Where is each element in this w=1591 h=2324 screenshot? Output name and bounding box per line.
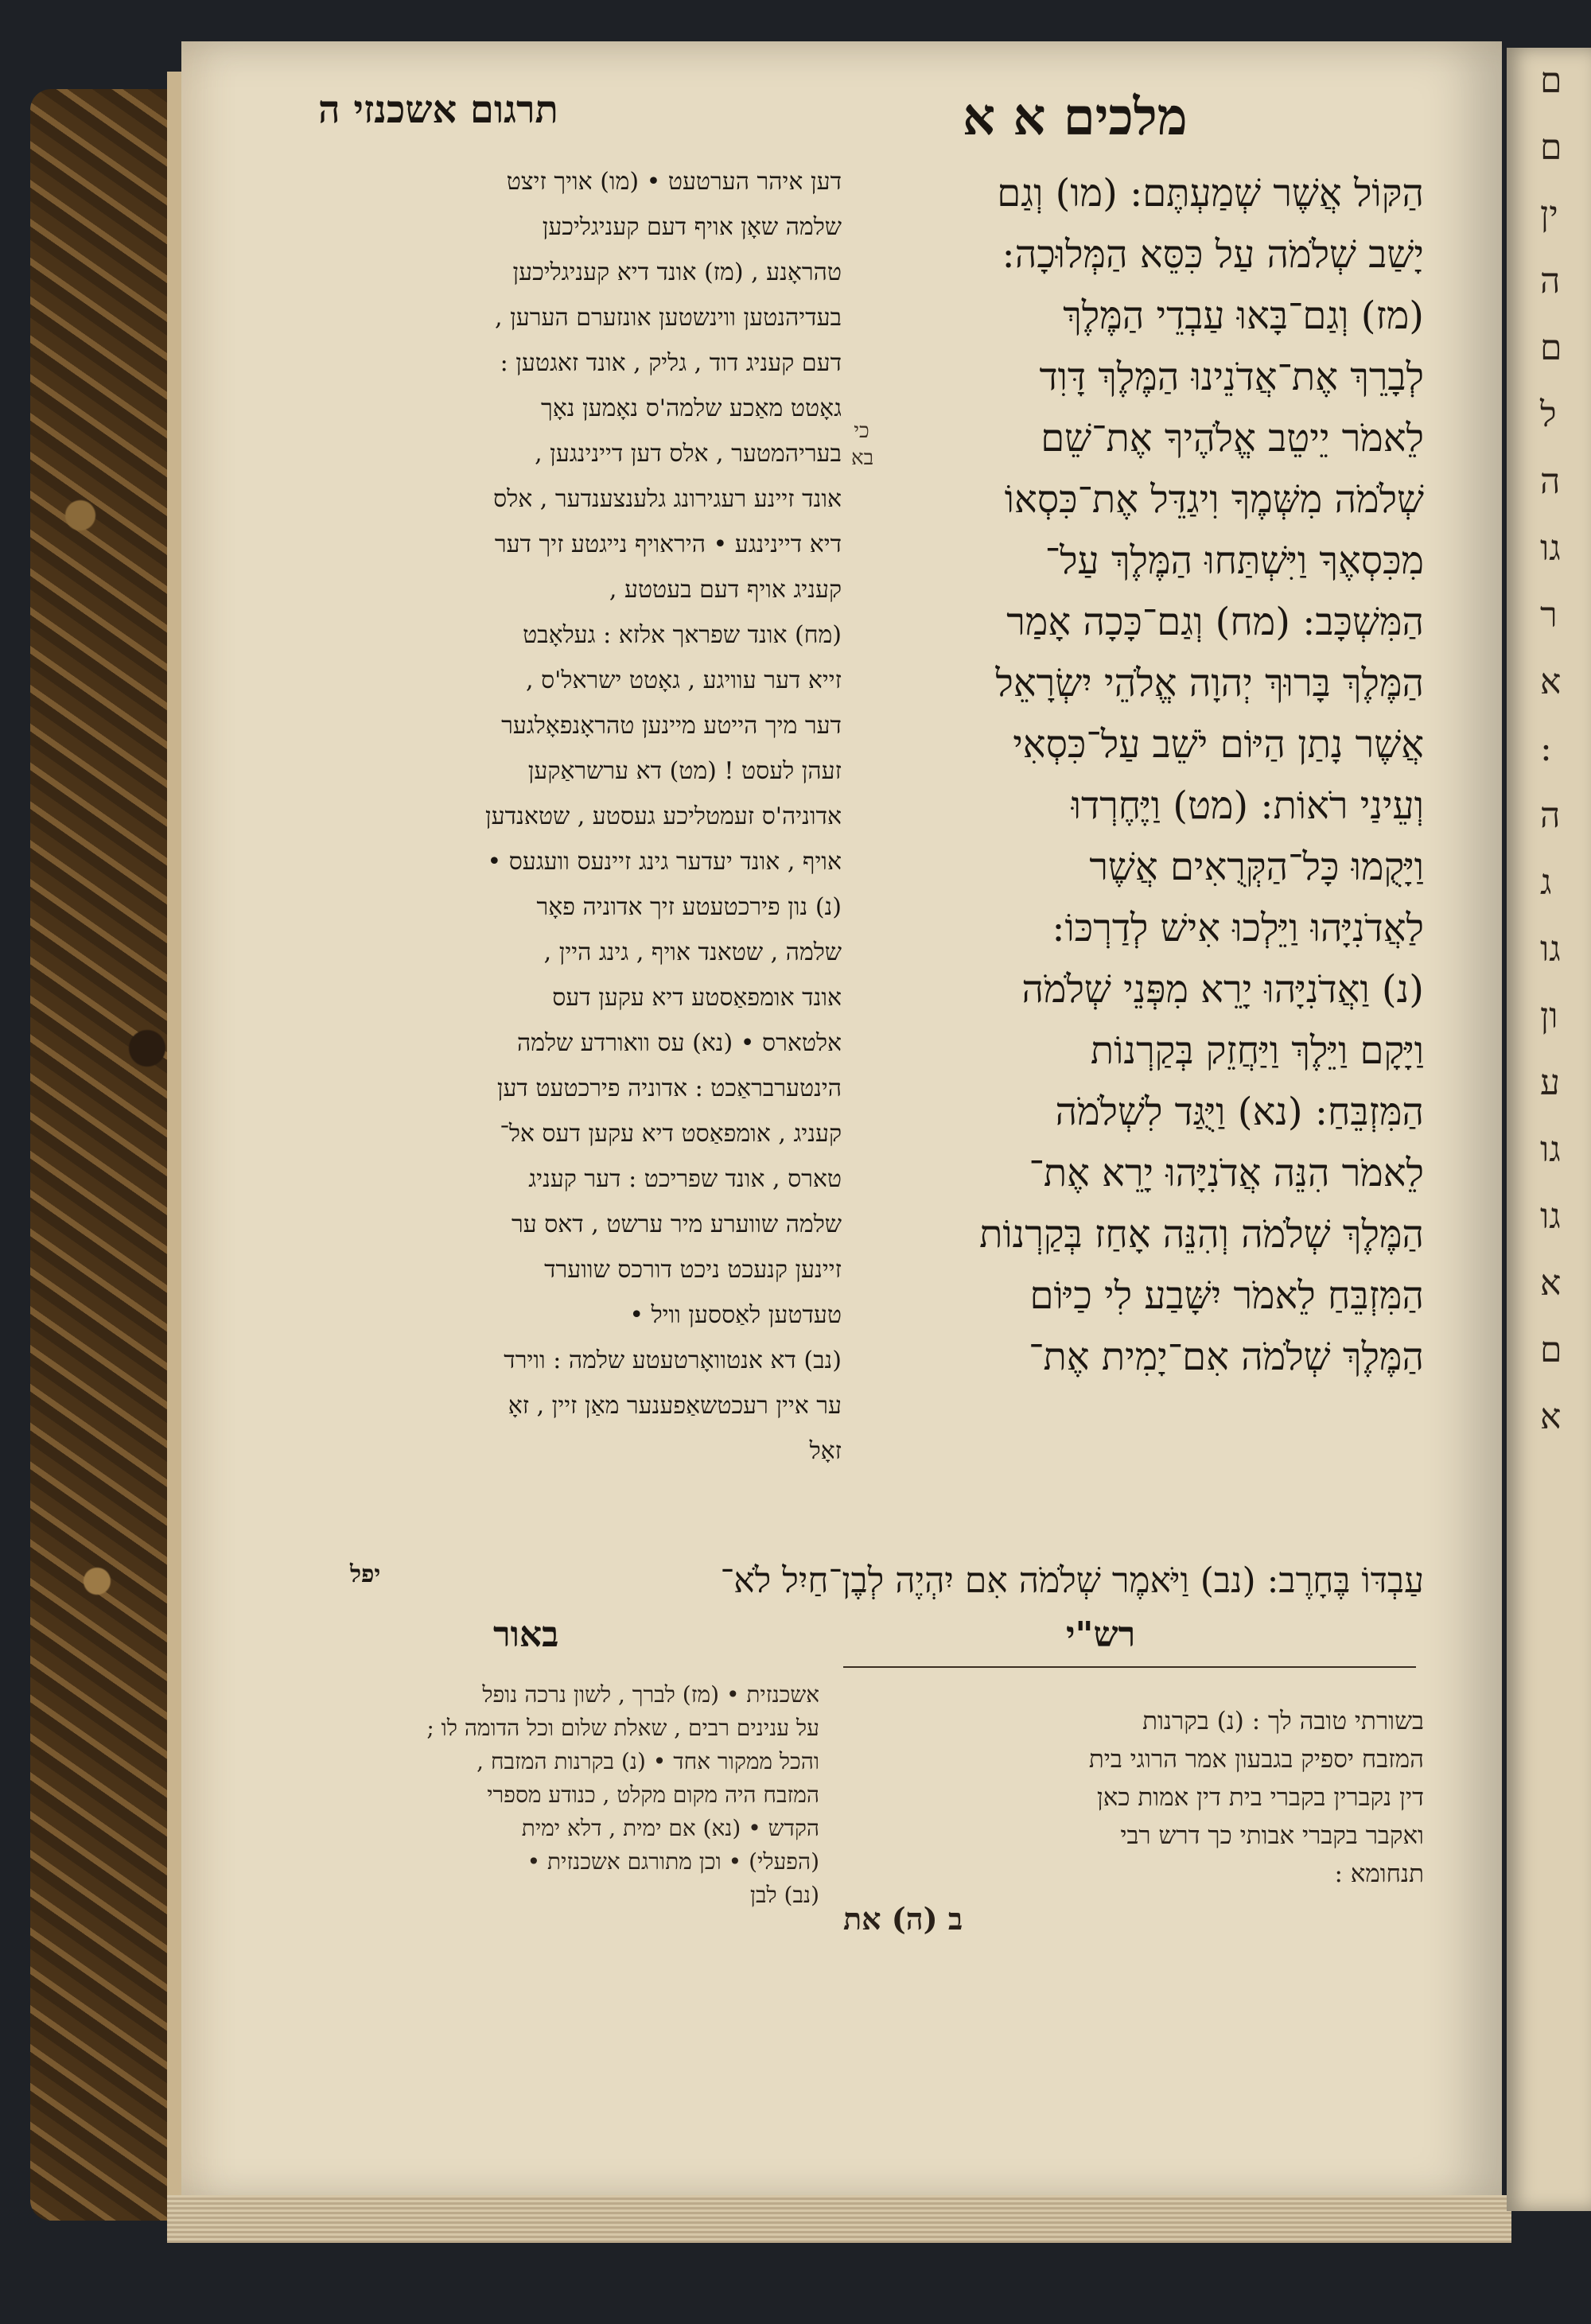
yiddish-line: ער איין רעכטשאַפענער מאַן זיין , זאָ [508, 1392, 842, 1420]
yiddish-translation-column [237, 159, 842, 1474]
yiddish-end-word: יפל [350, 1560, 381, 1588]
hebrew-line: וְעֵינַי רֹאוֹת: (מט) וַיֶּחֶרְדוּ [1071, 783, 1424, 828]
yiddish-line: זייא דער עוויגע , גאָטט ישראל'ס , [526, 666, 842, 694]
yiddish-line: טהראָנע , (מז) אונד דיא קעניגליכען [512, 258, 842, 286]
rashi-commentary [843, 1702, 1424, 1893]
rashi-line: המזבח יספיק בגבעון אמר הרוגי בית [1088, 1745, 1424, 1774]
facing-page-char: ם [1540, 1330, 1562, 1370]
hebrew-line: הַמִּשְׁכָּב: (מח) וְגַם־כָּכָה אָמַר [1006, 600, 1424, 644]
hebrew-line: לֵאמֹר יֵיטֵב אֱלֹהֶיךָ אֶת־שֵׁם [1041, 416, 1424, 461]
hebrew-line: לַאֲדֹנִיָּהוּ וַיֵּלְכוּ אִישׁ לְדַרְכּוֹ: [1052, 906, 1424, 950]
hebrew-line: (מז) וְגַם־בָּאוּ עַבְדֵי הַמֶּלֶךְ [1063, 293, 1424, 338]
rashi-line: דין נקברין בקברי בית דין אמות כאן [1096, 1783, 1424, 1812]
running-head-translation: תרגום אשכנזי ה [318, 87, 558, 132]
yiddish-line: דער מיך הייטע מיינען טהראָנפאָלגער [501, 712, 842, 740]
biur-line: (הפעלי) • וכן מתורגם אשכנזית • [527, 1848, 819, 1875]
facing-page-char: ע [1540, 1063, 1560, 1103]
page-bottom-edge [167, 2195, 1511, 2243]
facing-page-char: ה [1540, 261, 1561, 301]
yiddish-line: אויף , אונד יעדער גינג זיינעס וועגעס • [487, 848, 842, 876]
yiddish-line: שלמה , שטאנד אויף , גינג היין , [543, 939, 842, 966]
facing-page-char: גו [1540, 528, 1561, 569]
yiddish-line: קעניג , אומפאַסט דיא עקען דעס אל־ [500, 1120, 842, 1148]
yiddish-line: זאָל [809, 1437, 842, 1465]
facing-page-char: ין [1540, 194, 1558, 235]
yiddish-line: אונד אומפאַסטע דיא עקען דעס [552, 984, 842, 1012]
facing-page-char: א [1540, 662, 1562, 702]
yiddish-line: בעדיהנטען ווינשטען אונזערם הערען , [495, 304, 842, 332]
facing-page-char: ה [1540, 461, 1561, 502]
facing-page-text [1507, 48, 1591, 1451]
yiddish-line: גאָטט מאַכע שלמה'ס נאָמען נאָך [540, 394, 842, 422]
hebrew-line: הַמֶּלֶךְ שְׁלֹמֹה וְהִנֵּה אָחַז בְּקַרְנוֹת [979, 1212, 1424, 1257]
yiddish-line: דען איהר הערטעט • (מו) אויך זיצט [506, 168, 842, 196]
hebrew-line: יָשַׁב שְׁלֹמֹה עַל כִּסֵּא הַמְּלוּכָה: [1002, 232, 1424, 277]
rashi-line: תנחומא : [1334, 1860, 1424, 1888]
yiddish-line: דעם קעניג דוד , גליק , אונד זאגטען : [500, 349, 842, 377]
facing-page-char: גו [1540, 1196, 1561, 1237]
running-head-book: מלכים א א [963, 87, 1188, 147]
yiddish-line: (נ) נון פירכטעטע זיך אדוניה פאָר [536, 893, 842, 921]
facing-page-char: גו [1540, 929, 1561, 970]
biur-line: והכל ממקור אחד • (נ) בקרנות המזבח , [477, 1748, 819, 1774]
facing-page-char: גו [1540, 1129, 1561, 1170]
yiddish-line: זיינען קנעכט ניכט דורכס שווערד [544, 1256, 842, 1284]
rashi-line: ואקבר בקברי אבותי כך דרש רבי [1120, 1821, 1424, 1850]
yiddish-line: בעריהמטער , אלס דען דיינינגען , [535, 440, 842, 468]
facing-page-char: ה [1540, 795, 1561, 836]
yiddish-line: (מח) אונד שפראך אלזא : געלאָבט [523, 621, 842, 649]
facing-page-char: ג [1540, 862, 1552, 903]
hebrew-line: וַיָּקָם וַיֵּלֶךְ וַיַּחֲזֵק בְּקַרְנוֹת [1090, 1028, 1424, 1073]
yiddish-line: קעניג אויף דעם בעטטע , [609, 576, 842, 604]
hebrew-line: הַמֶּלֶךְ שְׁלֹמֹה אִם־יָמִית אֶת־ [1029, 1335, 1424, 1379]
facing-page-char: ם [1540, 328, 1562, 368]
yiddish-line: שלמה שאָן אויף דעם קעניגליכען [542, 213, 842, 241]
yiddish-line: שלמה שווערע מיר ערשט , דאס ער [511, 1211, 842, 1238]
rashi-title: רש"י [1066, 1615, 1136, 1655]
facing-page-fragment [1507, 48, 1591, 2211]
hebrew-line: אֲשֶׁר נָתַן הַיּוֹם יֹשֵׁב עַל־כִּסְאִי [1013, 722, 1424, 767]
biur-title: באור [493, 1615, 559, 1655]
facing-page-char: : [1540, 729, 1552, 769]
facing-page-char: ם [1540, 60, 1562, 101]
hebrew-line: שְׁלֹמֹה מִשְּׁמֶךָ וִיגַדֵּל אֶת־כִּסְאוֹ [1004, 477, 1424, 522]
biur-line: (נב) לבן [749, 1882, 819, 1908]
hebrew-line: הַמִּזְבֵּחַ לֵאמֹר יִשָּׁבַע לִי כַיּוֹם [1029, 1273, 1424, 1318]
biur-line: אשכנזית • (מז) לברך , לשון נרכה נופל [482, 1681, 819, 1708]
yiddish-line: זעהן לעסט ! (מט) דא ערשראַקען [527, 757, 842, 785]
facing-page-char: ם [1540, 127, 1562, 168]
hebrew-bottom-line: עַבְדּוֹ בֶּחָרֶב: (נב) וַיֹּאמֶר שְׁלֹמֹה אִם יִהְיֶה לְבֶן־חַיִל לֹא־ [720, 1560, 1424, 1601]
yiddish-line: טעדטען לאַססען וויל • [629, 1301, 842, 1329]
yiddish-line: (נב) דא אנטוואָרטעטע שלמה : ווירד [504, 1347, 842, 1374]
yiddish-line: אונד זיינע רעגירונג גלענצענדער , אלס [493, 485, 842, 513]
rashi-line: בשורתי טובה לך : (נ) בקרנות [1142, 1707, 1424, 1735]
facing-page-char: ל [1540, 394, 1557, 435]
catchword: ב (ה) את [843, 1901, 963, 1937]
biur-line: המזבח היה מקום מקלט , כנודע מספרי [487, 1782, 819, 1808]
yiddish-line: דיא דיינינגע • היראויף נייגטע זיך דער [494, 530, 842, 558]
biur-line: על ענינים רבים , שאלת שלום וכל הדומה לו ; [426, 1715, 819, 1741]
yiddish-line: טארס , אונד שפריכט : דער קעניג [528, 1165, 842, 1193]
facing-page-char: ר [1540, 595, 1558, 635]
hebrew-line: הַמֶּלֶךְ בָּרוּךְ יְהוָה אֱלֹהֵי יִשְׂרָאֵל [995, 661, 1424, 705]
section-divider [843, 1666, 1416, 1668]
facing-page-char: א [1540, 1397, 1562, 1437]
yiddish-line: הינטערבראַכט : אדוניה פירכטעט דען [496, 1075, 842, 1102]
hebrew-line: מִכִּסְאֶךָ וַיִּשְׁתַּחוּ הַמֶּלֶךְ עַל־ [1044, 538, 1424, 583]
hebrew-line: הַקּוֹל אֲשֶׁר שְׁמַעְתֶּם: (מו) וְגַם [997, 171, 1424, 216]
biur-line: הקדש • (נא) אם ימית , דלא ימית [521, 1815, 819, 1841]
margin-gloss: כי בא [851, 419, 874, 470]
hebrew-text-column [843, 163, 1424, 1388]
hebrew-line: לְבָרֵךְ אֶת־אֲדֹנֵינוּ הַמֶּלֶךְ דָּוִד [1039, 355, 1424, 399]
facing-page-char: ון [1540, 996, 1558, 1036]
yiddish-line: אלטארס • (נא) עס וואורדע שלמה [516, 1029, 842, 1057]
hebrew-line: וַיָּקֻמוּ כָּל־הַקְּרֻאִים אֲשֶׁר [1089, 845, 1424, 889]
hebrew-line: לֵאמֹר הִנֵּה אֲדֹנִיָּהוּ יָרֵא אֶת־ [1029, 1151, 1424, 1195]
biur-commentary [231, 1678, 819, 1912]
hebrew-line: (נ) וַאֲדֹנִיָּהוּ יָרֵא מִפְּנֵי שְׁלֹמֹה [1021, 967, 1424, 1012]
yiddish-line: אדוניה'ס זעמטליכע געסטע , שטאנדען [485, 803, 842, 830]
facing-page-char: א [1540, 1263, 1562, 1304]
hebrew-line: הַמִּזְבֵּחַ: (נא) וַיֻּגַּד לִשְׁלֹמֹה [1055, 1090, 1424, 1134]
